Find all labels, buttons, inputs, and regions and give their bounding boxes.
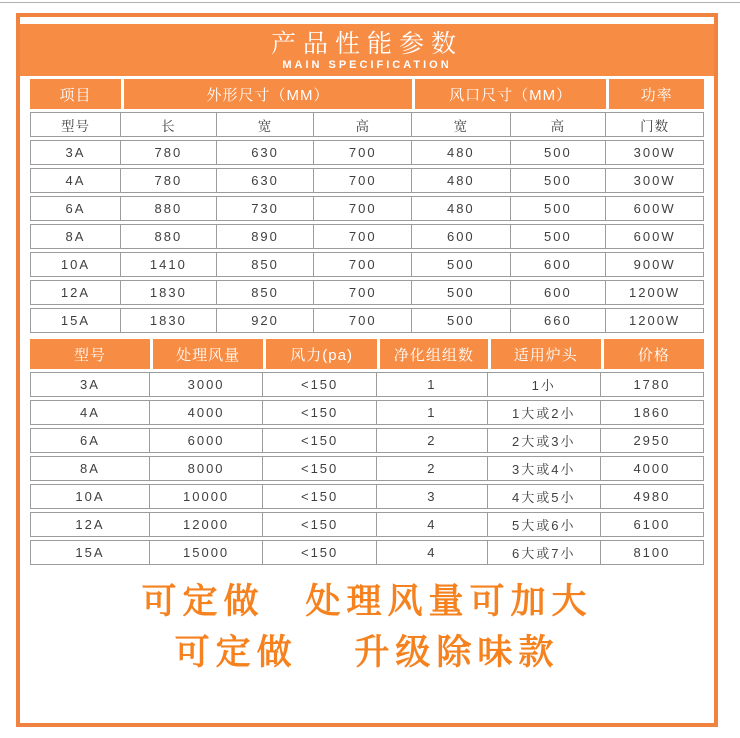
table-cell: <150 <box>263 540 377 565</box>
table-cell: 12A <box>30 512 150 537</box>
table-cell: 480 <box>412 140 510 165</box>
table-row <box>30 224 704 249</box>
table-cell: 480 <box>412 196 510 221</box>
table-cell: 8A <box>30 456 150 481</box>
header-row <box>30 339 704 369</box>
table-cell: 6100 <box>601 512 704 537</box>
table-row <box>30 308 704 333</box>
table-cell: 500 <box>412 252 510 277</box>
spec-panel <box>16 13 718 727</box>
table-cell: <150 <box>263 456 377 481</box>
table-cell: 1 <box>377 372 488 397</box>
table-cell: 300W <box>606 168 704 193</box>
header-cell: 适用炉头 <box>488 339 601 369</box>
table-cell: 12A <box>30 280 121 305</box>
table-cell: 1410 <box>121 252 217 277</box>
table-cell: 500 <box>412 280 510 305</box>
table-cell: 4980 <box>601 484 704 509</box>
group-header-cell: 项目 <box>30 79 121 109</box>
performance-table <box>30 336 704 568</box>
table-cell: <150 <box>263 512 377 537</box>
table-cell: 2 <box>377 456 488 481</box>
table-cell: 780 <box>121 140 217 165</box>
table-cell: 4A <box>30 168 121 193</box>
page-subtitle: MAIN SPECIFICATION <box>282 59 452 71</box>
table-cell: <150 <box>263 400 377 425</box>
table-cell: 10000 <box>150 484 263 509</box>
table-cell: 8000 <box>150 456 263 481</box>
sub-header-cell: 宽 <box>217 112 315 137</box>
table-cell: 600W <box>606 196 704 221</box>
table-cell: 850 <box>217 252 315 277</box>
table-cell: 920 <box>217 308 315 333</box>
top-divider <box>0 2 740 3</box>
custom-note-1: 可定做 处理风量可加大 <box>141 582 593 621</box>
custom-note-2: 可定做 升级除味款 <box>174 633 560 672</box>
table-row <box>30 252 704 277</box>
table-cell: 480 <box>412 168 510 193</box>
sub-header-row <box>30 112 704 137</box>
table-cell: 500 <box>412 308 510 333</box>
sub-header-cell: 高 <box>511 112 607 137</box>
table-cell: 880 <box>121 196 217 221</box>
table-cell: 500 <box>511 196 607 221</box>
table-cell: 3A <box>30 140 121 165</box>
sub-header-cell: 型号 <box>30 112 121 137</box>
table-cell: 2950 <box>601 428 704 453</box>
banner <box>20 24 714 76</box>
table-row <box>30 196 704 221</box>
table-row <box>30 372 704 397</box>
table-cell: 1830 <box>121 308 217 333</box>
table-cell: <150 <box>263 372 377 397</box>
table-cell: 700 <box>314 308 412 333</box>
header-cell: 处理风量 <box>150 339 263 369</box>
table-cell: 500 <box>511 140 607 165</box>
table-cell: 890 <box>217 224 315 249</box>
table-row <box>30 280 704 305</box>
table-row <box>30 168 704 193</box>
table-cell: 700 <box>314 168 412 193</box>
table-cell: 15A <box>30 308 121 333</box>
table-row <box>30 540 704 565</box>
table-cell: 880 <box>121 224 217 249</box>
table-row <box>30 512 704 537</box>
group-header-cell: 风口尺寸（MM） <box>412 79 606 109</box>
table-cell: 6大或7小 <box>488 540 601 565</box>
table-cell: 630 <box>217 168 315 193</box>
header-cell: 风力(pa) <box>263 339 377 369</box>
table-cell: 1大或2小 <box>488 400 601 425</box>
table-cell: 660 <box>511 308 607 333</box>
table-cell: 2 <box>377 428 488 453</box>
table-cell: 10A <box>30 484 150 509</box>
table-cell: 500 <box>511 224 607 249</box>
table-cell: 1200W <box>606 308 704 333</box>
table-cell: 1830 <box>121 280 217 305</box>
table-cell: 2大或3小 <box>488 428 601 453</box>
table-cell: 700 <box>314 280 412 305</box>
table-cell: 4大或5小 <box>488 484 601 509</box>
table-cell: <150 <box>263 428 377 453</box>
table-cell: <150 <box>263 484 377 509</box>
table-cell: 700 <box>314 196 412 221</box>
table-cell: 600 <box>511 280 607 305</box>
group-header-cell: 外形尺寸（MM） <box>121 79 412 109</box>
table-cell: 850 <box>217 280 315 305</box>
table-cell: 6000 <box>150 428 263 453</box>
table-cell: 5大或6小 <box>488 512 601 537</box>
table-cell: 1 <box>377 400 488 425</box>
header-cell: 净化组组数 <box>377 339 488 369</box>
table-cell: 10A <box>30 252 121 277</box>
sub-header-cell: 门数 <box>606 112 704 137</box>
table-cell: 3大或4小 <box>488 456 601 481</box>
table-cell: 500 <box>511 168 607 193</box>
table-cell: 700 <box>314 140 412 165</box>
footer-notes <box>20 576 714 678</box>
table-cell: 12000 <box>150 512 263 537</box>
table-cell: 700 <box>314 252 412 277</box>
table-cell: 600 <box>511 252 607 277</box>
table-row <box>30 400 704 425</box>
group-header-cell: 功率 <box>606 79 704 109</box>
table-cell: 15A <box>30 540 150 565</box>
sub-header-cell: 宽 <box>412 112 510 137</box>
table-cell: 600 <box>412 224 510 249</box>
table-cell: 700 <box>314 224 412 249</box>
table-cell: 600W <box>606 224 704 249</box>
page-title: 产品性能参数 <box>270 30 463 58</box>
group-header-row <box>30 79 704 109</box>
table-cell: 4 <box>377 540 488 565</box>
table-cell: 730 <box>217 196 315 221</box>
table-cell: 3 <box>377 484 488 509</box>
table-cell: 3A <box>30 372 150 397</box>
table-cell: 1200W <box>606 280 704 305</box>
table-cell: 15000 <box>150 540 263 565</box>
table-cell: 300W <box>606 140 704 165</box>
table-cell: 780 <box>121 168 217 193</box>
table-cell: 6A <box>30 428 150 453</box>
header-cell: 价格 <box>601 339 704 369</box>
table-cell: 8A <box>30 224 121 249</box>
table-cell: 4A <box>30 400 150 425</box>
table-row <box>30 484 704 509</box>
table-cell: 4 <box>377 512 488 537</box>
table-cell: 1小 <box>488 372 601 397</box>
table-cell: 900W <box>606 252 704 277</box>
table-cell: 1780 <box>601 372 704 397</box>
dimensions-table <box>30 76 704 336</box>
table-cell: 8100 <box>601 540 704 565</box>
table-row <box>30 140 704 165</box>
table-row <box>30 428 704 453</box>
table-row <box>30 456 704 481</box>
table-cell: 4000 <box>150 400 263 425</box>
header-cell: 型号 <box>30 339 150 369</box>
table-cell: 6A <box>30 196 121 221</box>
table-cell: 1860 <box>601 400 704 425</box>
table-cell: 3000 <box>150 372 263 397</box>
sub-header-cell: 高 <box>314 112 412 137</box>
table-cell: 630 <box>217 140 315 165</box>
sub-header-cell: 长 <box>121 112 217 137</box>
table-cell: 4000 <box>601 456 704 481</box>
